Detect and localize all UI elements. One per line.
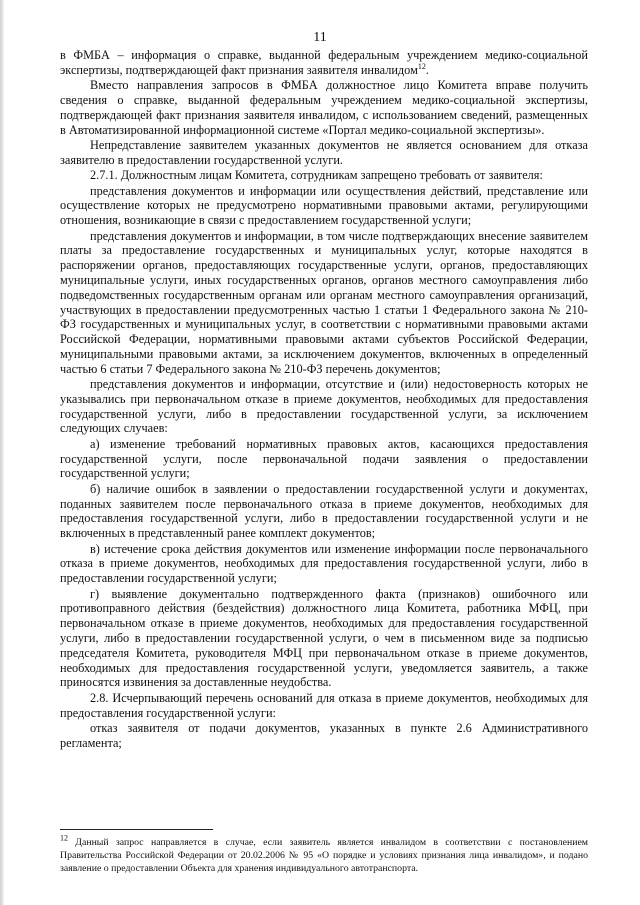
paragraph-9: б) наличие ошибок в заявлении о предоставлении государственной услуги и документах, поданных заявителем после первоначального отказа в приеме документов, необходимых для предоставления государственной услуги, либо в предоставлении государственной услуги и не включенных в представленный ранее комплект документов;	[60, 481, 588, 541]
footnote-ref: 12	[417, 61, 426, 71]
footnote-divider	[60, 829, 213, 830]
body-text	[60, 48, 588, 751]
paragraph-4: 2.7.1. Должностным лицам Комитета, сотрудникам запрещено требовать от заявителя:	[90, 168, 543, 183]
footnote-mark: 12	[60, 833, 68, 843]
scan-edge	[0, 0, 4, 905]
paragraph-11: г) выявление документально подтвержденного факта (признаков) ошибочного или противоправного действия (бездействия) должностного лица Комитета, работника МФЦ, при первоначальном отказе в приеме документов, необходимых для предоставления государственной услуги, либо в предоставлении государственной услуги, о чем в письменном виде за подписью председателя Комитета, руководителя МФЦ при первоначальном отказе в приеме документов, необходимых для предоставления государственной услуги, уведомляется заявитель, а также приносятся извинения за доставленные неудобства.	[60, 586, 588, 690]
paragraph-6: представления документов и информации, в том числе подтверждающих внесение заявителем платы за предоставление государственных и муниципальных услуг, которые находятся в распоряжении органов, предоставляющих государственные услуги, органов, предоставляющих муниципальные услуги, иных государственных органов, органов местного самоуправления либо подведомственных государственным органам или органам местного самоуправления организаций, участвующих в предоставлении предусмотренных частью 1 статьи 1 Федерального закона № 210-ФЗ государственных и муниципальных услуг, в соответствии с нормативными правовыми актами Российской Федерации, нормативными правовыми актами субъектов Российской Федерации, муниципальными правовыми актами, за исключением документов, включенных в определенный частью 6 статьи 7 Федерального закона № 210-ФЗ перечень документов;	[60, 228, 588, 376]
paragraph-5: представления документов и информации или осуществления действий, представление или осуществление которых не предусмотрено нормативными правовыми актами, регулирующими отношения, возникающие в связи с предоставлением государственной услуги;	[60, 183, 588, 228]
footnote-text: Данный запрос направляется в случае, если заявитель является инвалидом в соответствии с постановлением Правительства Российской Федерации от 20.02.2006 № 95 «О порядке и условиях признания лица инвалидом», и подано заявление о предоставлении Объекта для хранения индивидуального автотранспорта.	[60, 837, 588, 874]
paragraph-12: 2.8. Исчерпывающий перечень оснований для отказа в приеме документов, необходимых для предоставления государственной услуги:	[60, 690, 588, 720]
paragraph-13: отказ заявителя от подачи документов, указанных в пункте 2.6 Административного регламента;	[60, 720, 588, 750]
paragraph-2: Вместо направления запросов в ФМБА должностное лицо Комитета вправе получить сведения о справке, выданной федеральным учреждением медико-социальной экспертизы, подтверждающей факт признания заявителя инвалидом, с использованием сведений, размещенных в Автоматизированной информационной системе «Портал медико-социальной экспертизы».	[60, 78, 588, 137]
paragraph-7: представления документов и информации, отсутствие и (или) недостоверность которых не указывались при первоначальном отказе в приеме документов, необходимых для предоставления государственной услуги, либо в предоставлении государственной услуги, за исключением следующих случаев:	[60, 377, 588, 436]
paragraph-10: в) истечение срока действия документов или изменение информации после первоначального отказа в приеме документов, необходимых для предоставления государственной услуги, либо в предоставлении государственной услуги;	[60, 541, 588, 586]
paragraph-1: в ФМБА – информация о справке, выданной федеральным учреждением медико-социальной экспертизы, подтверждающей факт признания заявителя инвалидом$^{12}$.	[60, 48, 588, 77]
footnote	[60, 833, 588, 875]
page-number: 11	[313, 30, 327, 45]
paragraph-8: а) изменение требований нормативных правовых актов, касающихся предоставления государственной услуги, после первоначальной подачи заявления о предоставлении государственной услуги;	[60, 436, 588, 481]
paragraph-3: Непредставление заявителем указанных документов не является основанием для отказа заявителю в предоставлении государственной услуги.	[60, 137, 588, 167]
